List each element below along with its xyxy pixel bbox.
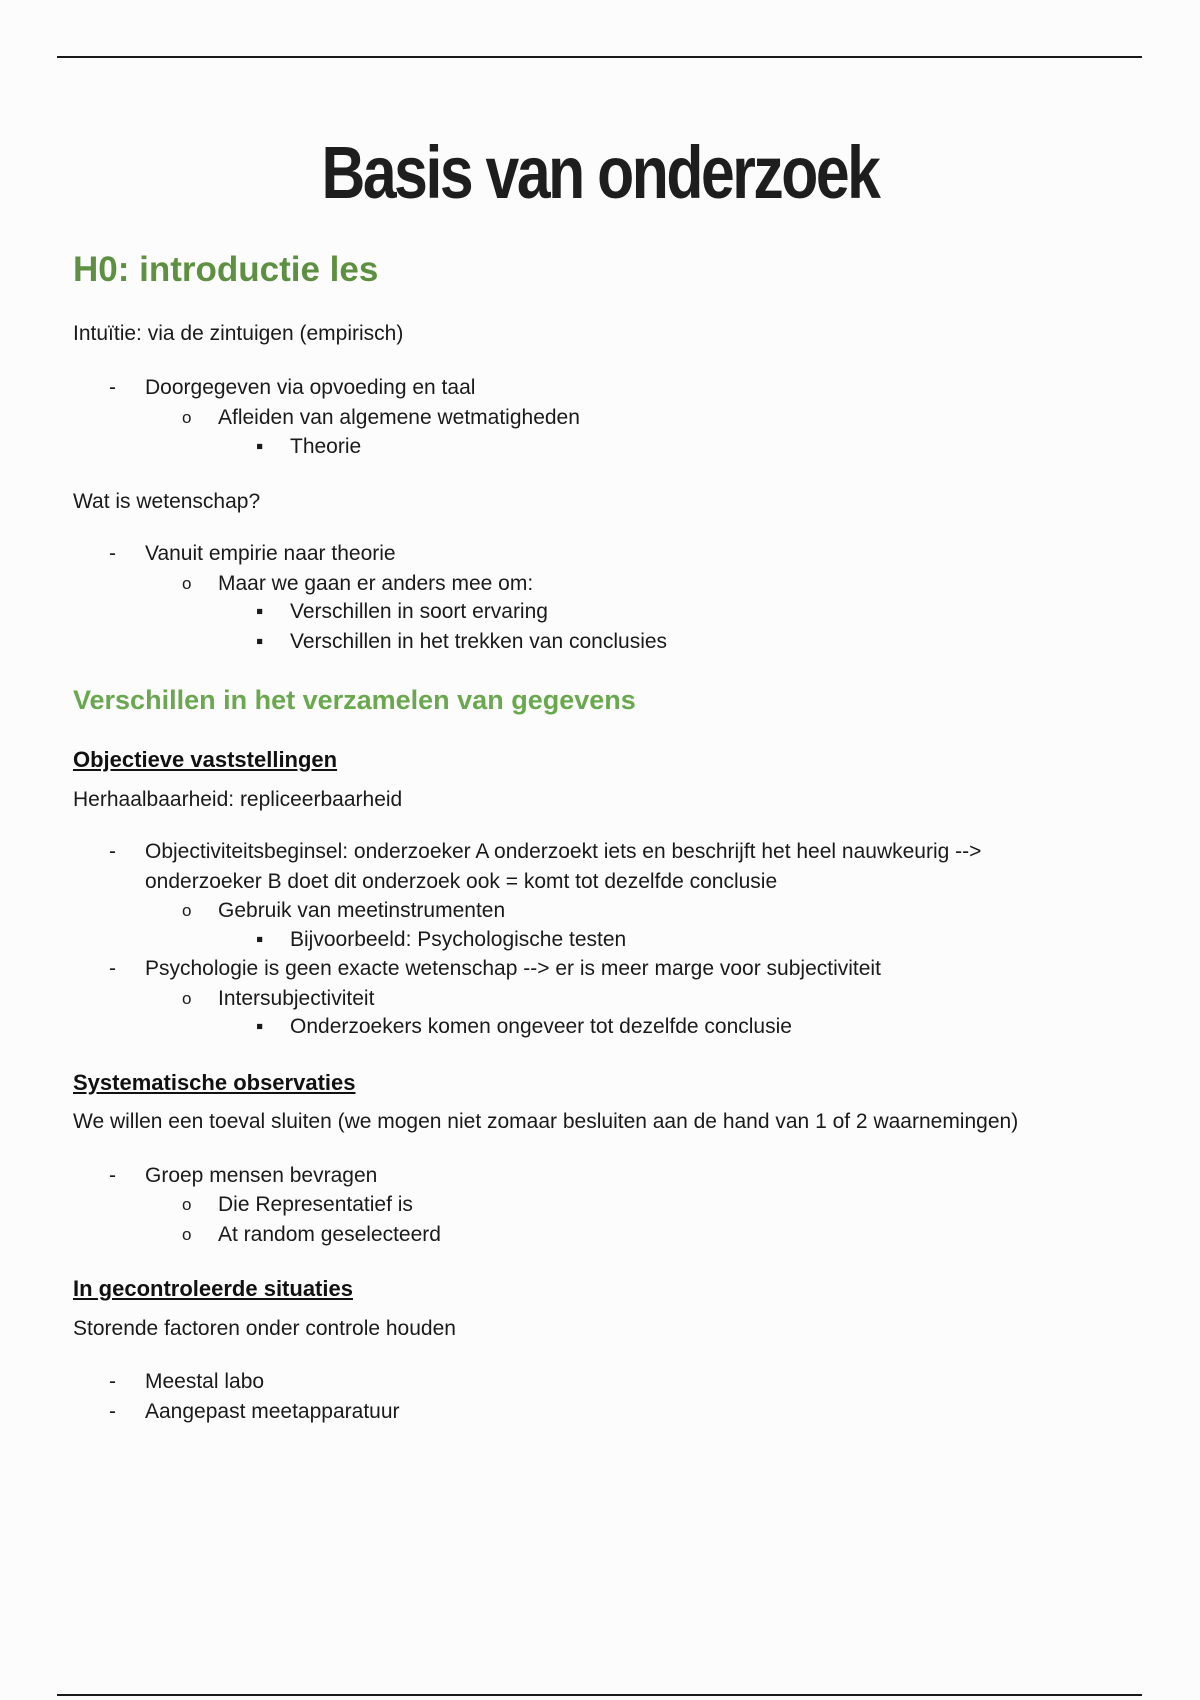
list-item: - Psychologie is geen exacte wetenschap --> er is meer marge voor subjectiviteit bbox=[145, 955, 881, 983]
intro-paragraph: Intuïtie: via de zintuigen (empirisch) bbox=[73, 322, 404, 345]
subheading-systematisch: Systematische observaties bbox=[73, 1070, 356, 1095]
circle-bullet: o bbox=[182, 1195, 192, 1214]
list-item: - Aangepast meetapparatuur bbox=[145, 1398, 400, 1426]
dash-bullet: - bbox=[109, 376, 116, 399]
list-item: o Intersubjectiviteit bbox=[218, 985, 374, 1013]
list-item: - Doorgegeven via opvoeding en taal bbox=[145, 374, 475, 402]
circle-bullet: o bbox=[182, 408, 192, 427]
circle-bullet: o bbox=[182, 1225, 192, 1244]
list-item: ▪ Bijvoorbeeld: Psychologische testen bbox=[290, 926, 626, 954]
dash-bullet: - bbox=[109, 1164, 116, 1187]
circle-bullet: o bbox=[182, 989, 192, 1008]
list-item: ▪ Theorie bbox=[290, 433, 361, 461]
list-item-continuation: onderzoeker B doet dit onderzoek ook = komt tot dezelfde conclusie bbox=[145, 870, 778, 893]
bottom-rule bbox=[57, 1694, 1142, 1696]
list-item: - Objectiviteitsbeginsel: onderzoeker A onderzoekt iets en beschrijft het heel nauwkeurig --> bbox=[145, 838, 981, 866]
dash-bullet: - bbox=[109, 840, 116, 863]
list-item: o Maar we gaan er anders mee om: bbox=[218, 570, 533, 598]
heading-h0: H0: introductie les bbox=[73, 250, 379, 289]
document-title: Basis van onderzoek bbox=[321, 131, 879, 214]
gecontroleerd-intro: Storende factoren onder controle houden bbox=[73, 1317, 456, 1340]
list-item: ▪ Onderzoekers komen ongeveer tot dezelfde conclusie bbox=[290, 1013, 792, 1041]
dash-bullet: - bbox=[109, 1400, 116, 1423]
heading-gegevens: Verschillen in het verzamelen van gegevens bbox=[73, 685, 636, 715]
list-item: - Vanuit empirie naar theorie bbox=[145, 540, 396, 568]
subheading-objectief: Objectieve vaststellingen bbox=[73, 747, 338, 772]
list-item: o Die Representatief is bbox=[218, 1191, 413, 1219]
top-rule bbox=[57, 56, 1142, 58]
list-item: ▪ Verschillen in soort ervaring bbox=[290, 598, 548, 626]
dash-bullet: - bbox=[109, 542, 116, 565]
circle-bullet: o bbox=[182, 574, 192, 593]
objectief-intro: Herhaalbaarheid: repliceerbaarheid bbox=[73, 788, 403, 811]
subheading-gecontroleerd: In gecontroleerde situaties bbox=[73, 1276, 353, 1301]
dash-bullet: - bbox=[109, 957, 116, 980]
circle-bullet: o bbox=[182, 901, 192, 920]
list-item: - Groep mensen bevragen bbox=[145, 1162, 377, 1190]
list-item: ▪ Verschillen in het trekken van conclusies bbox=[290, 628, 667, 656]
square-bullet: ▪ bbox=[256, 600, 264, 623]
list-item: - Meestal labo bbox=[145, 1368, 264, 1396]
question-paragraph: Wat is wetenschap? bbox=[73, 490, 261, 513]
list-item: o Gebruik van meetinstrumenten bbox=[218, 897, 505, 925]
list-item: o Afleiden van algemene wetmatigheden bbox=[218, 404, 580, 432]
square-bullet: ▪ bbox=[256, 1015, 264, 1038]
square-bullet: ▪ bbox=[256, 630, 264, 653]
square-bullet: ▪ bbox=[256, 928, 264, 951]
square-bullet: ▪ bbox=[256, 435, 264, 458]
systematisch-intro: We willen een toeval sluiten (we mogen niet zomaar besluiten aan de hand van 1 of 2 waarnemingen) bbox=[73, 1110, 1019, 1133]
list-item: o At random geselecteerd bbox=[218, 1221, 441, 1249]
dash-bullet: - bbox=[109, 1370, 116, 1393]
